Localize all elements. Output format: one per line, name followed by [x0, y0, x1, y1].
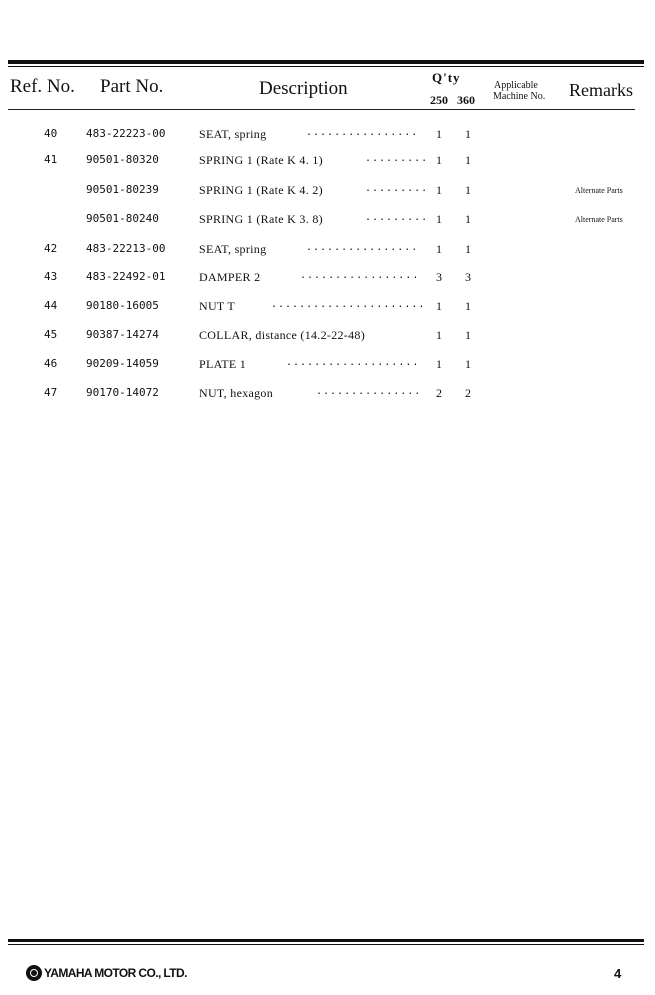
table-row	[0, 270, 655, 290]
row-qty-250: 1	[436, 328, 442, 342]
table-row	[0, 242, 655, 262]
row-qty-360: 1	[465, 127, 471, 141]
row-part-no: 483-22213-00	[86, 242, 166, 255]
row-description: SPRING 1 (Rate K 4. 2)	[199, 183, 323, 197]
company-name: YAMAHA MOTOR CO., LTD.	[44, 966, 187, 980]
row-ref-no: 41	[44, 153, 58, 166]
row-qty-360: 3	[465, 270, 471, 284]
header-qty: Q'ty	[432, 70, 461, 85]
bottom-rule-thick	[8, 939, 644, 942]
row-ref-no: 46	[44, 357, 58, 370]
row-qty-360: 1	[465, 183, 471, 197]
row-part-no: 90180-16005	[86, 299, 159, 312]
row-leader-dots: ......................	[271, 299, 426, 310]
row-leader-dots: ...............	[316, 386, 422, 397]
page-number: 4	[614, 966, 622, 981]
header-description: Description	[259, 78, 348, 99]
row-ref-no: 45	[44, 328, 58, 341]
header-qty-360: 360	[457, 93, 475, 107]
row-qty-250: 1	[436, 357, 442, 371]
header-qty-250: 250	[430, 93, 448, 107]
row-qty-360: 2	[465, 386, 471, 400]
row-ref-no: 44	[44, 299, 58, 312]
row-part-no: 90170-14072	[86, 386, 159, 399]
row-qty-250: 2	[436, 386, 442, 400]
row-qty-250: 1	[436, 212, 442, 226]
row-part-no: 90501-80239	[86, 183, 159, 196]
header-part-no: Part No.	[100, 76, 164, 97]
row-qty-360: 1	[465, 328, 471, 342]
table-row	[0, 212, 655, 232]
row-description: SEAT, spring	[199, 127, 267, 141]
row-remarks: Alternate Parts	[575, 215, 623, 224]
row-description: NUT, hexagon	[199, 386, 274, 400]
row-part-no: 483-22492-01	[86, 270, 166, 283]
row-qty-250: 1	[436, 242, 442, 256]
row-part-no: 90209-14059	[86, 357, 159, 370]
row-ref-no: 40	[44, 127, 58, 140]
row-qty-360: 1	[465, 299, 471, 313]
row-qty-250: 1	[436, 153, 442, 167]
table-row	[0, 386, 655, 406]
row-qty-360: 1	[465, 357, 471, 371]
table-row	[0, 153, 655, 173]
row-qty-360: 1	[465, 153, 471, 167]
row-description: NUT T	[199, 299, 236, 313]
row-part-no: 483-22223-00	[86, 127, 166, 140]
row-ref-no: 43	[44, 270, 58, 283]
header-ref-no: Ref. No.	[10, 76, 75, 97]
row-remarks: Alternate Parts	[575, 186, 623, 195]
row-part-no: 90387-14274	[86, 328, 159, 341]
row-description: SEAT, spring	[199, 242, 267, 256]
row-qty-250: 1	[436, 183, 442, 197]
bottom-rule-thin	[8, 944, 644, 945]
row-leader-dots: ................	[306, 127, 419, 138]
table-row	[0, 357, 655, 377]
header-applicable-line2: Machine No.	[493, 91, 546, 102]
table-row	[0, 328, 655, 348]
row-description: COLLAR, distance (14.2-22-48)	[199, 328, 366, 342]
row-ref-no: 47	[44, 386, 58, 399]
row-description: SPRING 1 (Rate K 4. 1)	[199, 153, 323, 167]
header-remarks: Remarks	[569, 80, 633, 100]
row-qty-250: 1	[436, 299, 442, 313]
row-leader-dots: .................	[300, 270, 420, 281]
row-description: PLATE 1	[199, 357, 247, 371]
table-row	[0, 183, 655, 203]
company-logo	[26, 964, 187, 982]
row-qty-250: 3	[436, 270, 442, 284]
row-description: DAMPER 2	[199, 270, 261, 284]
row-part-no: 90501-80240	[86, 212, 159, 225]
row-ref-no: 42	[44, 242, 58, 255]
row-qty-360: 1	[465, 212, 471, 226]
row-leader-dots: ...................	[286, 357, 420, 368]
header-applicable-line1: Applicable	[494, 80, 538, 91]
parts-table-body	[0, 0, 655, 420]
yamaha-emblem-icon	[26, 965, 42, 981]
row-leader-dots: .........	[365, 212, 429, 223]
row-leader-dots: ................	[306, 242, 419, 253]
row-leader-dots: .........	[365, 183, 429, 194]
row-part-no: 90501-80320	[86, 153, 159, 166]
table-row	[0, 127, 655, 147]
row-leader-dots: .........	[365, 153, 429, 164]
row-description: SPRING 1 (Rate K 3. 8)	[199, 212, 323, 226]
row-qty-250: 1	[436, 127, 442, 141]
row-qty-360: 1	[465, 242, 471, 256]
table-row	[0, 299, 655, 319]
